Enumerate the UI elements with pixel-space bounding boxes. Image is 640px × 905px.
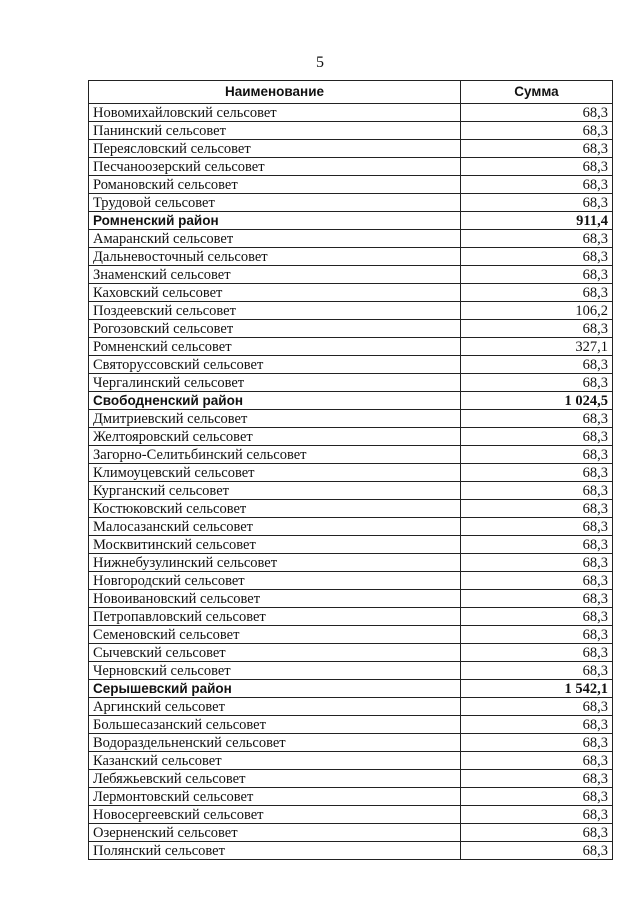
name-cell: Петропавловский сельсовет (89, 608, 461, 626)
name-cell: Новоивановский сельсовет (89, 590, 461, 608)
table-row (89, 122, 613, 140)
sum-cell: 68,3 (461, 518, 613, 536)
name-cell: Ромненский сельсовет (89, 338, 461, 356)
name-cell: Большесазанский сельсовет (89, 716, 461, 734)
table-row (89, 410, 613, 428)
allocation-table (88, 80, 613, 860)
name-cell: Москвитинский сельсовет (89, 536, 461, 554)
table-row (89, 626, 613, 644)
name-cell: Семеновский сельсовет (89, 626, 461, 644)
name-cell: Казанский сельсовет (89, 752, 461, 770)
name-cell: Полянский сельсовет (89, 842, 461, 860)
page-number: 5 (316, 54, 324, 71)
district-sum-cell: 1 024,5 (461, 392, 613, 410)
sum-cell: 68,3 (461, 410, 613, 428)
name-cell: Новгородский сельсовет (89, 572, 461, 590)
table-row (89, 698, 613, 716)
name-cell: Знаменский сельсовет (89, 266, 461, 284)
name-cell: Новомихайловский сельсовет (89, 104, 461, 122)
table-row (89, 320, 613, 338)
sum-cell: 68,3 (461, 158, 613, 176)
name-cell: Поздеевский сельсовет (89, 302, 461, 320)
district-row (89, 212, 613, 230)
sum-cell: 68,3 (461, 590, 613, 608)
name-cell: Переясловский сельсовет (89, 140, 461, 158)
sum-cell: 68,3 (461, 644, 613, 662)
table-row (89, 428, 613, 446)
name-cell: Трудовой сельсовет (89, 194, 461, 212)
table-row (89, 572, 613, 590)
sum-cell: 68,3 (461, 770, 613, 788)
table-row (89, 374, 613, 392)
sum-cell: 68,3 (461, 482, 613, 500)
sum-cell: 68,3 (461, 266, 613, 284)
table-row (89, 104, 613, 122)
table-row (89, 824, 613, 842)
name-cell: Сычевский сельсовет (89, 644, 461, 662)
table-row (89, 608, 613, 626)
district-row (89, 680, 613, 698)
sum-cell: 68,3 (461, 194, 613, 212)
table-row (89, 518, 613, 536)
sum-cell: 68,3 (461, 536, 613, 554)
name-cell: Чергалинский сельсовет (89, 374, 461, 392)
sum-cell: 68,3 (461, 734, 613, 752)
sum-cell: 68,3 (461, 320, 613, 338)
table-row (89, 734, 613, 752)
sum-cell: 68,3 (461, 806, 613, 824)
table-row (89, 500, 613, 518)
name-cell: Лермонтовский сельсовет (89, 788, 461, 806)
name-cell: Дальневосточный сельсовет (89, 248, 461, 266)
sum-cell: 68,3 (461, 842, 613, 860)
name-cell: Курганский сельсовет (89, 482, 461, 500)
sum-cell: 68,3 (461, 140, 613, 158)
name-cell: Аргинский сельсовет (89, 698, 461, 716)
sum-cell: 68,3 (461, 716, 613, 734)
table-row (89, 284, 613, 302)
table-row (89, 446, 613, 464)
sum-cell: 68,3 (461, 662, 613, 680)
district-sum-cell: 1 542,1 (461, 680, 613, 698)
sum-cell: 68,3 (461, 176, 613, 194)
sum-cell: 68,3 (461, 446, 613, 464)
name-cell: Черновский сельсовет (89, 662, 461, 680)
sum-cell: 68,3 (461, 824, 613, 842)
table-row (89, 662, 613, 680)
name-cell: Климоуцевский сельсовет (89, 464, 461, 482)
name-cell: Новосергеевский сельсовет (89, 806, 461, 824)
sum-cell: 68,3 (461, 248, 613, 266)
table-row (89, 176, 613, 194)
table-row (89, 356, 613, 374)
sum-cell: 68,3 (461, 554, 613, 572)
district-name-cell: Свободненский район (89, 392, 461, 410)
sum-cell: 68,3 (461, 428, 613, 446)
name-cell: Нижнебузулинский сельсовет (89, 554, 461, 572)
district-sum-cell: 911,4 (461, 212, 613, 230)
sum-cell: 68,3 (461, 374, 613, 392)
sum-cell: 68,3 (461, 626, 613, 644)
name-cell: Загорно-Селитьбинский сельсовет (89, 446, 461, 464)
table-row (89, 302, 613, 320)
column-header-sum: Сумма (461, 81, 613, 104)
name-cell: Амаранский сельсовет (89, 230, 461, 248)
name-cell: Малосазанский сельсовет (89, 518, 461, 536)
table-row (89, 140, 613, 158)
table-row (89, 536, 613, 554)
table-row (89, 158, 613, 176)
sum-cell: 68,3 (461, 500, 613, 518)
table-row (89, 266, 613, 284)
sum-cell: 106,2 (461, 302, 613, 320)
sum-cell: 68,3 (461, 752, 613, 770)
name-cell: Костюковский сельсовет (89, 500, 461, 518)
table-row (89, 248, 613, 266)
table-row (89, 788, 613, 806)
name-cell: Озерненский сельсовет (89, 824, 461, 842)
sum-cell: 68,3 (461, 284, 613, 302)
sum-cell: 68,3 (461, 230, 613, 248)
district-row (89, 392, 613, 410)
table-row (89, 716, 613, 734)
sum-cell: 68,3 (461, 104, 613, 122)
name-cell: Каховский сельсовет (89, 284, 461, 302)
table-row (89, 464, 613, 482)
name-cell: Рогозовский сельсовет (89, 320, 461, 338)
sum-cell: 68,3 (461, 698, 613, 716)
table-row (89, 770, 613, 788)
name-cell: Водораздельненский сельсовет (89, 734, 461, 752)
name-cell: Лебяжьевский сельсовет (89, 770, 461, 788)
sum-cell: 68,3 (461, 572, 613, 590)
sum-cell: 68,3 (461, 356, 613, 374)
table-header-row (89, 81, 613, 104)
name-cell: Дмитриевский сельсовет (89, 410, 461, 428)
sum-cell: 68,3 (461, 464, 613, 482)
table-row (89, 644, 613, 662)
table-row (89, 554, 613, 572)
sum-cell: 68,3 (461, 122, 613, 140)
column-header-name: Наименование (89, 81, 461, 104)
name-cell: Желтояровский сельсовет (89, 428, 461, 446)
table-row (89, 482, 613, 500)
district-name-cell: Ромненский район (89, 212, 461, 230)
table-row (89, 194, 613, 212)
sum-cell: 68,3 (461, 608, 613, 626)
table-row (89, 752, 613, 770)
sum-cell: 68,3 (461, 788, 613, 806)
table-row (89, 230, 613, 248)
name-cell: Панинский сельсовет (89, 122, 461, 140)
district-name-cell: Серышевский район (89, 680, 461, 698)
table-row (89, 842, 613, 860)
name-cell: Песчаноозерский сельсовет (89, 158, 461, 176)
table-row (89, 338, 613, 356)
table-row (89, 590, 613, 608)
table-body (89, 104, 613, 860)
table-row (89, 806, 613, 824)
sum-cell: 327,1 (461, 338, 613, 356)
name-cell: Романовский сельсовет (89, 176, 461, 194)
name-cell: Святоруссовский сельсовет (89, 356, 461, 374)
